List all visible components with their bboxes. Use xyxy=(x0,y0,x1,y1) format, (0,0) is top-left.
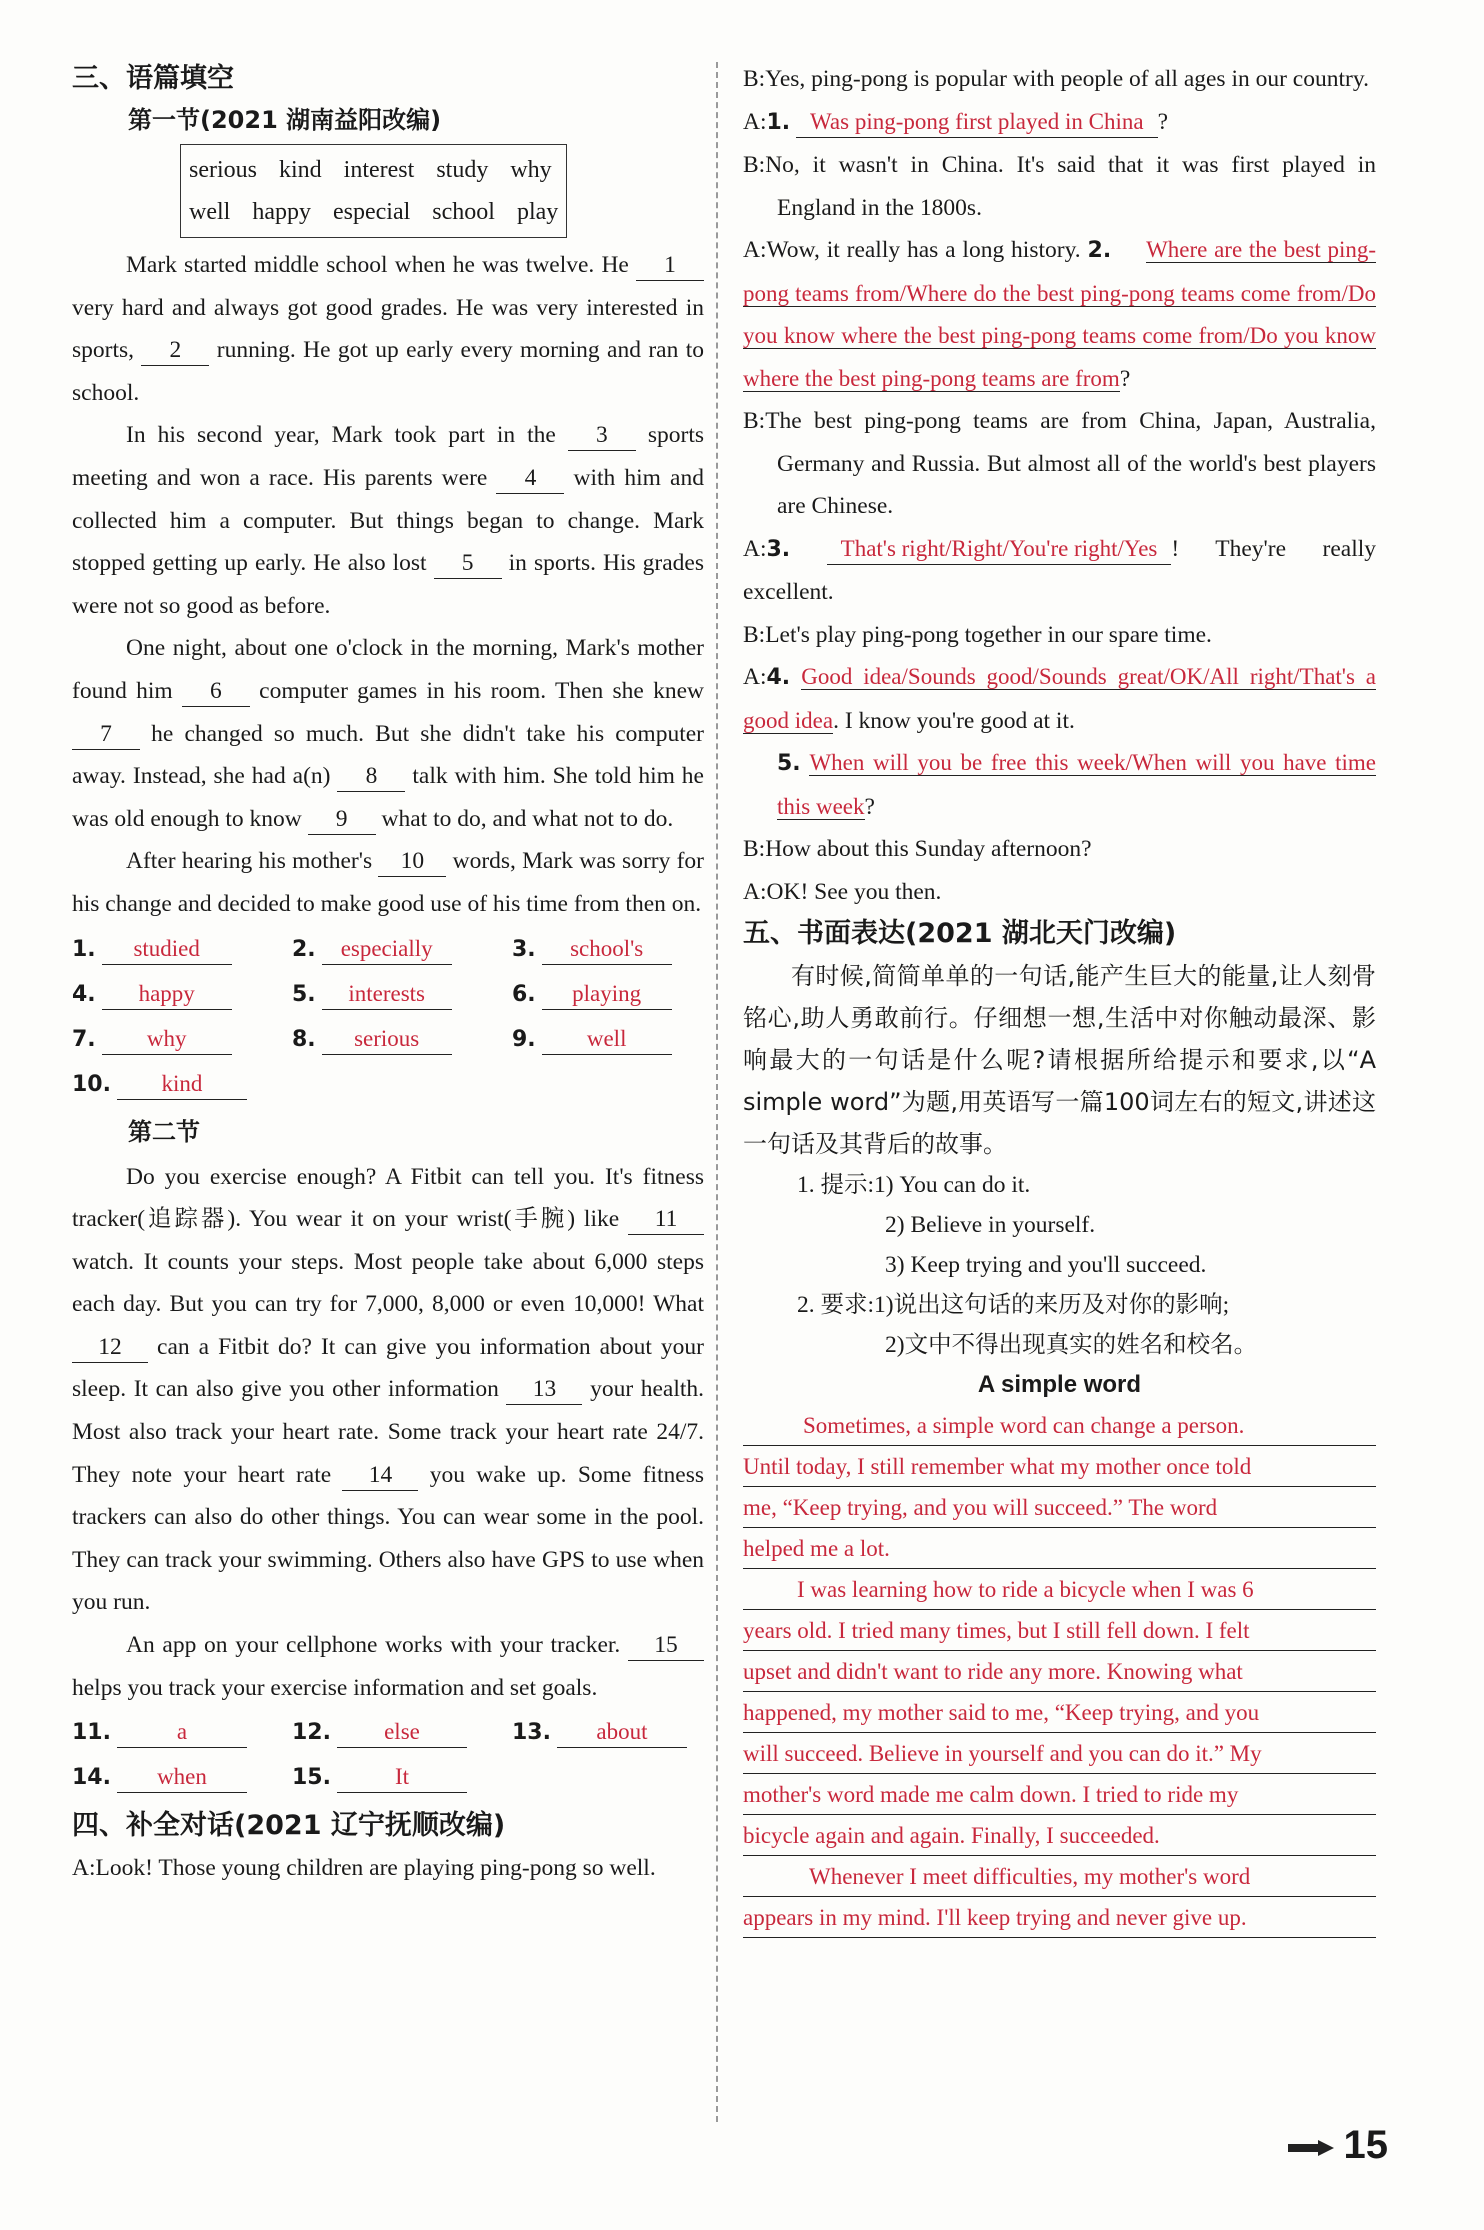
section5-title: 五、书面表达(2021 湖北天门改编) xyxy=(743,918,1177,949)
word: interest xyxy=(343,157,415,183)
passage2-paragraph: An app on your cellphone works with your tracker. 15 helps you track your exercise information and set goals. xyxy=(72,1624,704,1709)
answers-part1 xyxy=(72,930,704,1104)
blank-11: 11 xyxy=(628,1204,704,1235)
tip-line: 2) Believe in yourself. xyxy=(885,1212,1096,1238)
answer-item: 2. especially xyxy=(292,930,512,969)
essay-line: years old. I tried many times, but I still fell down. I felt xyxy=(743,1610,1376,1651)
essay-line: mother's word made me calm down. I tried to ride my xyxy=(743,1774,1376,1815)
requirement-line: 2)文中不得出现真实的姓名和校名。 xyxy=(885,1332,1258,1358)
blank-13: 13 xyxy=(506,1374,582,1405)
dialogue-line-q1: A:1. Was ping-pong first played in China ? xyxy=(743,101,1376,145)
dialogue-line-q4: A:4. Good idea/Sounds good/Sounds great/OK/All right/That's a good idea. I know you're good at it. xyxy=(743,664,1377,734)
blank-9: 9 xyxy=(308,804,376,835)
essay-body xyxy=(743,1405,1376,1938)
column-divider xyxy=(716,62,718,2122)
section4-title: 四、补全对话(2021 辽宁抚顺改编) xyxy=(72,1810,506,1842)
word: serious xyxy=(189,157,257,183)
passage2-paragraph: Do you exercise enough? A Fitbit can tell you. It's fitness tracker(追踪器). You wear it on your wrist(手腕) like 11 watch. It counts your steps. Most people take about 6,000 steps each day. But you can try for 7,000, 8,000 or even 10,000! What 12 can a Fitbit do? It can give you information about your sleep. It can also give you other information 13 your health. Most also track your heart rate. Some track your heart rate 24/7. They note your heart rate 14 you wake up. Some fitness trackers can also do other things. You can wear some in the pool. They can track your swimming. Others also have GPS to use when you run. xyxy=(72,1163,705,1616)
essay-line: Whenever I meet difficulties, my mother's word xyxy=(743,1856,1376,1897)
answer-item: 11. a xyxy=(72,1713,292,1752)
blank-15: 15 xyxy=(628,1630,704,1661)
blank-1: 1 xyxy=(636,250,704,281)
section3-title: 三、语篇填空 xyxy=(72,63,234,94)
answer-item: 6. playing xyxy=(512,975,732,1014)
dialogue xyxy=(743,58,1376,913)
part1-title: 第一节(2021 湖南益阳改编) xyxy=(128,106,442,134)
essay-line: Sometimes, a simple word can change a person. xyxy=(743,1405,1376,1446)
essay-line: will succeed. Believe in yourself and you can do it.” My xyxy=(743,1733,1376,1774)
answer-3: That's right/Right/You're right/Yes xyxy=(827,534,1172,565)
dialogue-line: A:OK! See you then. xyxy=(743,878,942,905)
dialogue-line: B:The best ping-pong teams are from China, Japan, Australia, Germany and Russia. But almost all of the world's best players are Chinese. xyxy=(743,408,1376,519)
answer-5: When will you be free this week/When will you have time this week xyxy=(777,750,1376,819)
blank-8: 8 xyxy=(337,761,405,792)
blank-5: 5 xyxy=(434,548,502,579)
answer-1: Was ping-pong first played in China xyxy=(796,107,1158,138)
answer-2: Where are the best ping-pong teams from/Where do the best ping-pong teams come from/Do you know where the best ping-pong teams come from/Do you know where the best ping-pong teams are from xyxy=(743,237,1377,391)
dialogue-line: A:Look! Those young children are playing ping-pong so well. xyxy=(72,1855,656,1882)
blank-4: 4 xyxy=(496,463,564,494)
answer-item: 14. when xyxy=(72,1758,292,1797)
answer-item: 12. else xyxy=(292,1713,512,1752)
essay-line: I was learning how to ride a bicycle when I was 6 xyxy=(743,1569,1376,1610)
word: why xyxy=(510,157,552,183)
dialogue-line: B:How about this Sunday afternoon? xyxy=(743,836,1092,862)
passage1-paragraph: One night, about one o'clock in the morning, Mark's mother found him 6 computer games in his room. Then she knew 7 he changed so much. But she didn't take his computer away. Instead, she had a(n) 8 talk with him. She told him he was old enough to know 9 what to do, and what not to do. xyxy=(72,627,704,840)
essay-line: helped me a lot. xyxy=(743,1528,1376,1569)
word: especial xyxy=(332,199,411,225)
dialogue-line: B:Yes, ping-pong is popular with people of all ages in our country. xyxy=(743,66,1369,92)
answer-item: 15. It xyxy=(292,1758,512,1797)
essay-line: appears in my mind. I'll keep trying and never give up. xyxy=(743,1897,1376,1938)
answer-item: 8. serious xyxy=(292,1020,512,1059)
blank-7: 7 xyxy=(72,719,140,750)
tip-line: 1. 提示:1) You can do it. xyxy=(797,1172,1031,1198)
part2-title: 第二节 xyxy=(128,1117,200,1146)
answer-item: 9. well xyxy=(512,1020,732,1059)
blank-2: 2 xyxy=(141,335,209,366)
essay-line: upset and didn't want to ride any more. Knowing what xyxy=(743,1651,1376,1692)
answer-4: Good idea/Sounds good/Sounds great/OK/All right/That's a good idea xyxy=(743,664,1377,733)
blank-10: 10 xyxy=(378,846,446,877)
word-box-row-1 xyxy=(189,149,558,191)
dialogue-line-q5: 5. When will you be free this week/When will you have time this week? xyxy=(777,750,1376,820)
word: study xyxy=(436,157,489,183)
right-column xyxy=(743,58,1376,1938)
arrow-right-icon xyxy=(1288,2140,1334,2156)
answer-item: 10. kind xyxy=(72,1065,292,1104)
answer-item: 13. about xyxy=(512,1713,732,1752)
left-column xyxy=(72,58,704,1890)
passage1-paragraph: Mark started middle school when he was twelve. He 1 very hard and always got good grades. He was very interested in sports, 2 running. He got up early every morning and ran to school. xyxy=(72,252,705,406)
word-box-row-2 xyxy=(189,191,558,233)
answers-part2 xyxy=(72,1713,704,1797)
blank-3: 3 xyxy=(568,420,636,451)
dialogue-line: B:Let's play ping-pong together in our spare time. xyxy=(743,621,1212,648)
essay-line: happened, my mother said to me, “Keep trying, and you xyxy=(743,1692,1376,1733)
page-number: 15 xyxy=(1343,2123,1388,2167)
dialogue-line-q3: A:3. That's right/Right/You're right/Yes ! They're really excellent. xyxy=(743,535,1376,605)
word: school xyxy=(432,199,495,225)
word: kind xyxy=(279,157,322,183)
passage1-paragraph: After hearing his mother's 10 words, Mark was sorry for his change and decided to make good use of his time from then on. xyxy=(72,848,704,917)
answer-item: 7. why xyxy=(72,1020,292,1059)
essay-title: A simple word xyxy=(977,1371,1142,1398)
blank-12: 12 xyxy=(72,1332,148,1363)
essay-line: bicycle again and again. Finally, I succeeded. xyxy=(743,1815,1376,1856)
tip-line: 3) Keep trying and you'll succeed. xyxy=(885,1252,1207,1278)
answer-item: 1. studied xyxy=(72,930,292,969)
dialogue-line: B:No, it wasn't in China. It's said that it was first played in England in the 1800s. xyxy=(743,152,1376,221)
word: well xyxy=(189,199,231,225)
essay-line: me, “Keep trying, and you will succeed.” The word xyxy=(743,1487,1376,1528)
answer-item: 5. interests xyxy=(292,975,512,1014)
blank-14: 14 xyxy=(342,1460,418,1491)
writing-prompt: 有时候,简简单单的一句话,能产生巨大的能量,让人刻骨铭心,助人勇敢前行。仔细想一想,生活中对你触动最深、影响最大的一句话是什么呢?请根据所给提示和要求,以“A simple word”为题,用英语写一篇100词左右的短文,讲述这一句话及其背后的故事。 xyxy=(743,962,1376,1158)
requirement-line: 2. 要求:1)说出这句话的来历及对你的影响; xyxy=(797,1292,1230,1318)
answer-item: 3. school's xyxy=(512,930,732,969)
blank-6: 6 xyxy=(182,676,250,707)
word-box xyxy=(180,144,567,238)
essay-line: Until today, I still remember what my mother once told xyxy=(743,1446,1376,1487)
dialogue-line-q2: A:Wow, it really has a long history. 2. Where are the best ping-pong teams from/Where do the best ping-pong teams come from/Do you know where the best ping-pong teams come from/Do you know where the best ping-pong teams are from? xyxy=(743,237,1377,392)
word: play xyxy=(516,199,559,225)
word: happy xyxy=(252,199,311,225)
answer-item: 4. happy xyxy=(72,975,292,1014)
passage1-paragraph: In his second year, Mark took part in the 3 sports meeting and won a race. His parents were 4 with him and collected him a computer. But things began to change. Mark stopped getting up early. He also lost 5 in sports. His grades were not so good as before. xyxy=(72,422,705,619)
